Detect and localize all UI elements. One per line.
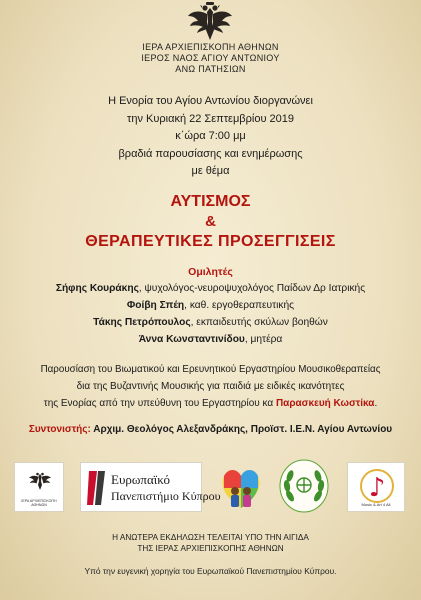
presentation-line-2: δια της Βυζαντινής Μουσικής για παιδιά με ειδικές ικανότητες bbox=[76, 381, 345, 392]
speaker-name: Τάκης Πετρόπουλος bbox=[93, 317, 191, 328]
speaker-row bbox=[0, 300, 421, 311]
archdiocese-logo bbox=[14, 462, 64, 512]
speaker-row bbox=[0, 283, 421, 294]
footer-auspices-line-1: Η ΑΝΩΤΕΡΑ ΕΚΔΗΛΩΣΗ ΤΕΛΕΙΤΑΙ ΥΠΟ ΤΗΝ ΑΙΓΙΔΑ bbox=[112, 533, 309, 542]
speaker-role: , ψυχολόγος-νευροψυχολόγος Παίδων Δρ Ιατρικής bbox=[138, 283, 366, 294]
puzzle-heart-icon bbox=[218, 458, 264, 514]
header-line-church: ΙΕΡΟΣ ΝΑΟΣ ΑΓΙΟΥ ΑΝΤΩΝΙΟΥ bbox=[141, 53, 280, 63]
university-name-line-2: Πανεπιστήμιο Κύπρου bbox=[111, 489, 221, 503]
double-headed-eagle-icon bbox=[186, 2, 234, 42]
speaker-role: , εκπαιδευτής σκύλων βοηθών bbox=[190, 317, 328, 328]
speaker-row bbox=[0, 334, 421, 345]
autism-puzzle-children-logo bbox=[218, 458, 264, 514]
intro-line-2: την Κυριακή 22 Σεπτεμβρίου 2019 bbox=[127, 113, 294, 125]
presenter-name: Παρασκευή Κωστίκα bbox=[275, 398, 375, 409]
archdiocese-eagle-icon bbox=[28, 469, 52, 493]
music-art-logo bbox=[347, 462, 405, 512]
music-art-caption: Music & Art 4 All bbox=[361, 502, 391, 507]
event-title-autism: ΑΥΤΙΣΜΟΣ bbox=[170, 193, 251, 210]
university-name-line-1: Ευρωπαϊκό bbox=[111, 472, 171, 487]
speaker-role: , μητέρα bbox=[244, 334, 283, 345]
laurel-wreath-icon bbox=[278, 458, 330, 514]
presentation-line-3-end: . bbox=[374, 398, 378, 409]
speakers-heading: Ομιλητές bbox=[188, 266, 233, 278]
header-line-archdiocese: ΙΕΡΑ ΑΡΧΙΕΠΙΣΚΟΠΗ ΑΘΗΝΩΝ bbox=[142, 42, 279, 52]
archdiocese-caption: ΙΕΡΑ ΑΡΧΙΕΠΙΣΚΟΠΗ ΑΘΗΝΩΝ bbox=[21, 499, 57, 507]
intro-line-4: βραδιά παρουσίασης και ενημέρωσης bbox=[118, 148, 303, 160]
coordinator-name: Αρχιμ. Θεολόγος Αλεξανδράκης, Προϊστ. Ι.Ε.Ν. Αγίου Αντωνίου bbox=[93, 424, 393, 435]
speaker-name: Άννα Κωνσταντινίδου bbox=[138, 334, 245, 345]
speaker-row bbox=[0, 317, 421, 328]
header-line-location: ΑΝΩ ΠΑΤΗΣΙΩΝ bbox=[175, 64, 246, 74]
speaker-role: , καθ. εργοθεραπευτικής bbox=[184, 300, 295, 311]
footer-auspices-line-2: ΤΗΣ ΙΕΡΑΣ ΑΡΧΙΕΠΙΣΚΟΠΗΣ ΑΘΗΝΩΝ bbox=[137, 544, 284, 553]
coordinator-label: Συντονιστής: bbox=[28, 424, 94, 435]
intro-line-1: Η Ενορία του Αγίου Αντωνίου διοργανώνει bbox=[108, 95, 313, 107]
event-title-approaches: ΘΕΡΑΠΕΥΤΙΚΕΣ ΠΡΟΣΕΓΓΙΣΕΙΣ bbox=[85, 233, 336, 250]
presentation-line-3-text: της Ενορίας από την υπεύθυνη του Εργαστηρίου κα bbox=[43, 398, 276, 409]
svg-text:♪: ♪ bbox=[368, 473, 386, 503]
coordinator-line bbox=[0, 424, 421, 435]
university-logo bbox=[80, 462, 221, 512]
laurel-wreath-logo bbox=[278, 458, 330, 514]
speaker-name: Σήφης Κουράκης bbox=[55, 283, 139, 294]
speaker-name: Φοίβη Σπέη bbox=[126, 300, 185, 311]
intro-line-3: κ΄ώρα 7:00 μμ bbox=[175, 130, 246, 142]
intro-line-5: με θέμα bbox=[191, 165, 230, 177]
event-title-ampersand: & bbox=[205, 213, 216, 230]
presentation-line-1: Παρουσίαση του Βιωματικού και Ερευνητικού Εργαστηρίου Μουσικοθεραπείας bbox=[40, 364, 381, 375]
university-emblem-icon bbox=[85, 469, 107, 507]
footer-sponsor: Υπό την ευγενική χορηγία του Ευρωπαϊκού Πανεπιστημίου Κύπρου. bbox=[84, 566, 337, 576]
presentation-line-3 bbox=[0, 398, 421, 409]
